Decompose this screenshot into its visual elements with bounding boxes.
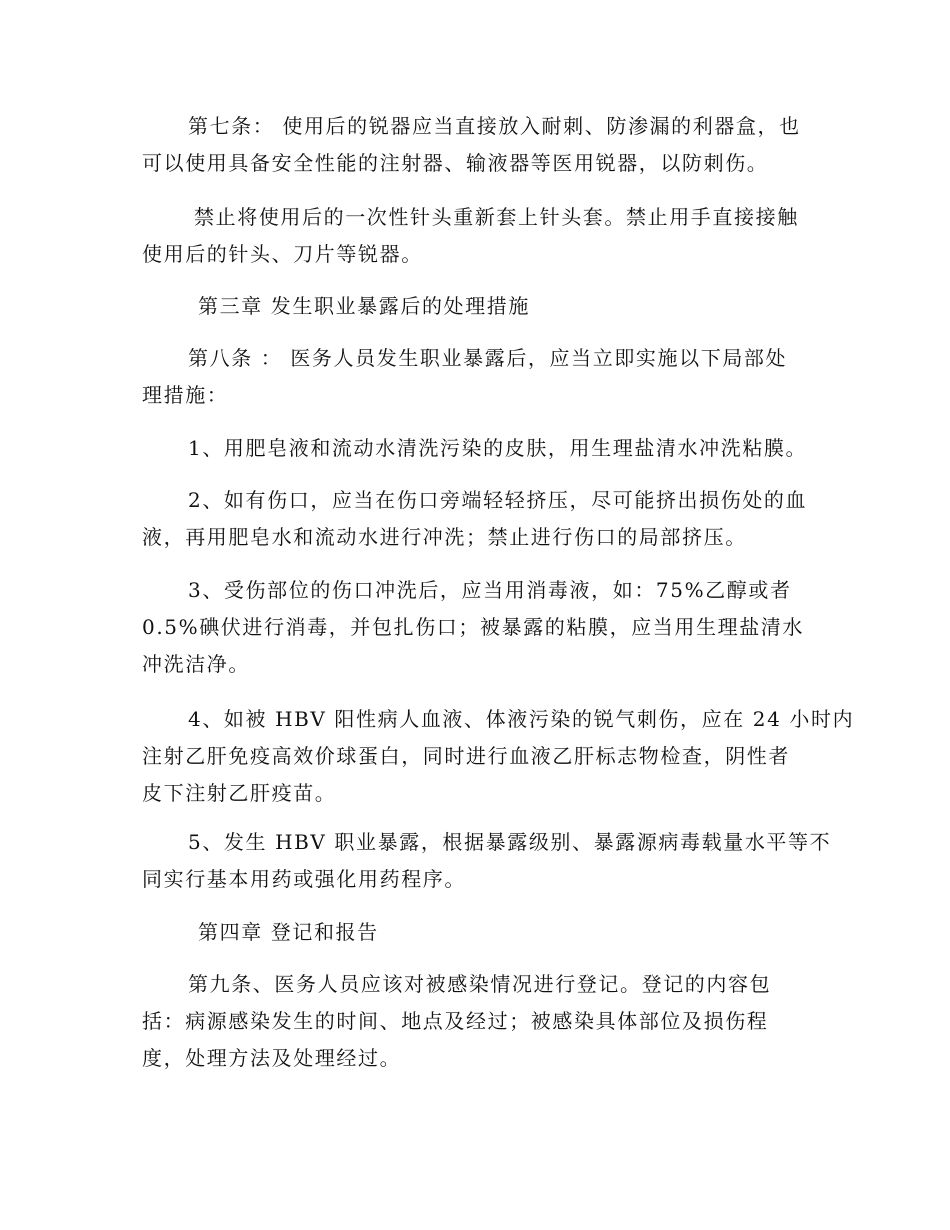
paragraph-measure-4 bbox=[142, 701, 855, 812]
text-line: 注射乙肝免疫高效价球蛋白，同时进行血液乙肝标志物检查，阴性者 bbox=[142, 744, 790, 768]
text-line: 同实行基本用药或强化用药程序。 bbox=[142, 867, 466, 891]
heading-text: 第四章 登记和报告 bbox=[198, 920, 379, 944]
text-line: 0.5%碘伏进行消毒，并包扎伤口；被暴露的粘膜，应当用生理盐清水 bbox=[142, 615, 805, 639]
text-line: 第七条： 使用后的锐器应当直接放入耐刺、防渗漏的利器盒，也 bbox=[188, 114, 801, 138]
paragraph-article-9 bbox=[142, 966, 822, 1077]
text-line: 度，处理方法及处理经过。 bbox=[142, 1046, 402, 1070]
text-line: 第八条 ： 医务人员发生职业暴露后，应当立即实施以下局部处 bbox=[188, 346, 788, 370]
text-line: 液，再用肥皂水和流动水进行冲洗；禁止进行伤口的局部挤压。 bbox=[142, 525, 747, 549]
paragraph-measure-1 bbox=[142, 430, 822, 467]
text-line: 皮下注射乙肝疫苗。 bbox=[142, 781, 337, 805]
paragraph-article-8 bbox=[142, 340, 822, 414]
text-line: 1、用肥皂液和流动水清洗污染的皮肤，用生理盐清水冲洗粘膜。 bbox=[188, 436, 808, 460]
text-line: 冲洗洁净。 bbox=[142, 652, 250, 676]
paragraph-measure-2 bbox=[142, 482, 822, 556]
text-line: 5、发生 HBV 职业暴露，根据暴露级别、暴露源病毒载量水平等不 bbox=[188, 830, 832, 854]
paragraph-article-7 bbox=[142, 108, 822, 182]
text-line: 可以使用具备安全性能的注射器、输液器等医用锐器，以防刺伤。 bbox=[142, 151, 769, 175]
text-line: 2、如有伤口，应当在伤口旁端轻轻挤压，尽可能挤出损伤处的血 bbox=[188, 488, 808, 512]
heading-text: 第三章 发生职业暴露后的处理措施 bbox=[198, 294, 530, 318]
text-line: 禁止将使用后的一次性针头重新套上针头套。禁止用手直接接触 bbox=[194, 205, 799, 229]
text-line: 括：病源感染发生的时间、地点及经过；被感染具体部位及损伤程 bbox=[142, 1009, 769, 1033]
paragraph-measure-5 bbox=[142, 824, 832, 898]
text-line: 4、如被 HBV 阳性病人血液、体液污染的锐气刺伤，应在 24 小时内 bbox=[188, 707, 855, 731]
paragraph-article-7-prohibition bbox=[142, 199, 822, 273]
chapter-4-heading bbox=[142, 914, 822, 951]
chapter-3-heading bbox=[142, 288, 822, 325]
paragraph-measure-3 bbox=[142, 572, 822, 683]
text-line: 理措施： bbox=[142, 383, 229, 407]
text-line: 3、受伤部位的伤口冲洗后，应当用消毒液，如：75%乙醇或者 bbox=[188, 578, 792, 602]
text-line: 第九条、医务人员应该对被感染情况进行登记。登记的内容包 bbox=[188, 972, 772, 996]
text-line: 使用后的针头、刀片等锐器。 bbox=[142, 242, 423, 266]
